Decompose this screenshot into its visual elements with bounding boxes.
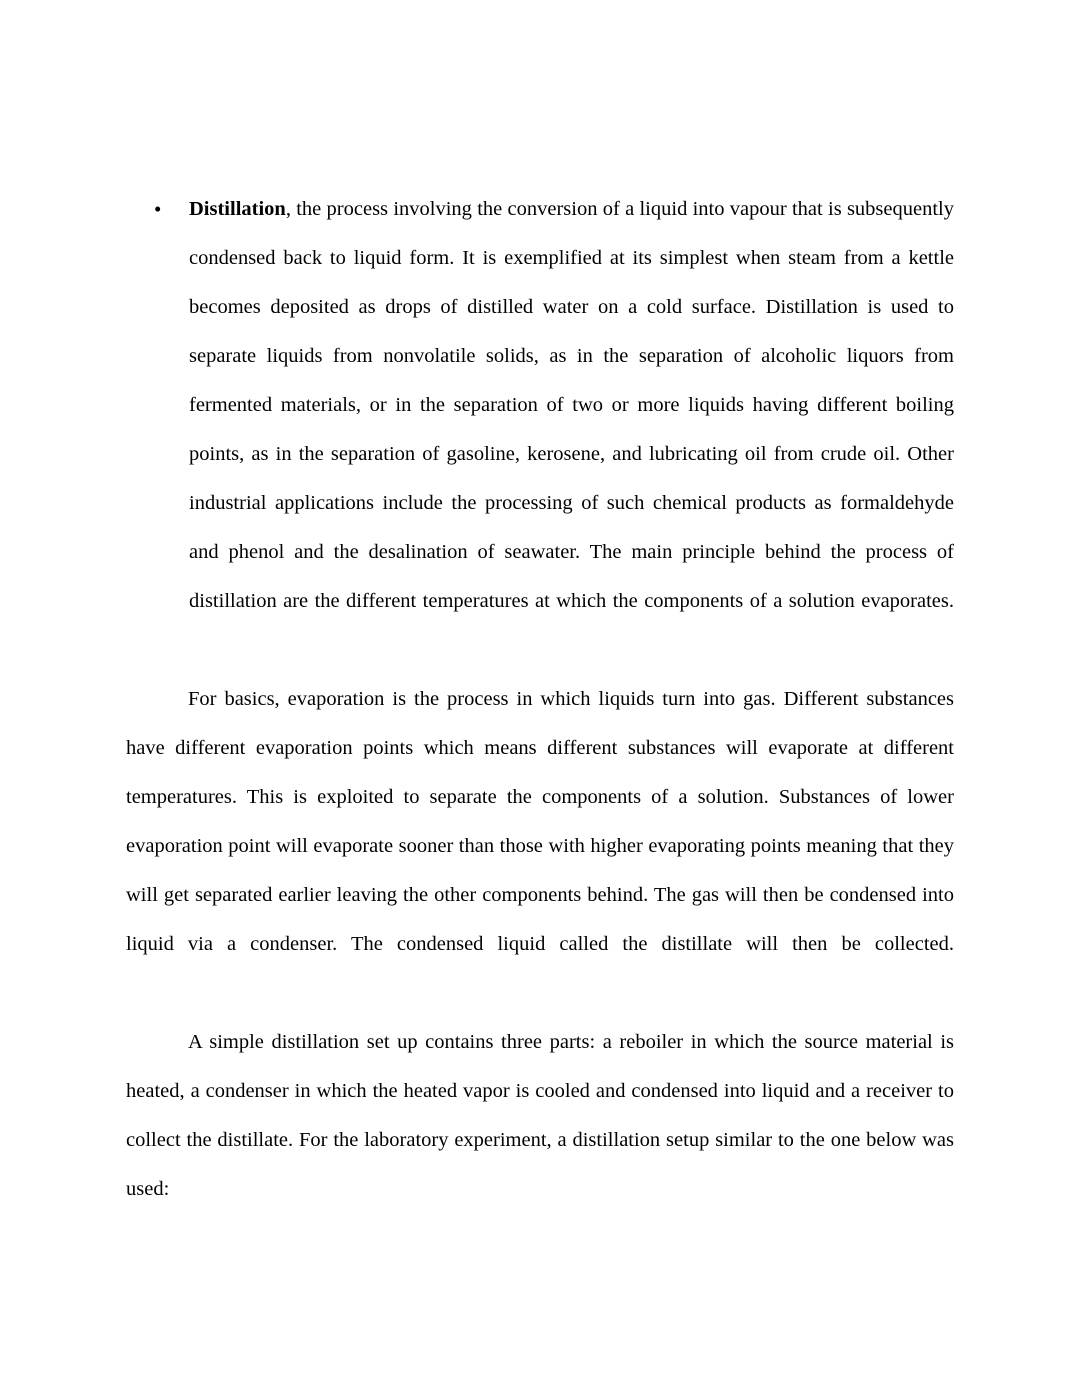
paragraph-setup-description: A simple distillation set up contains three parts: a reboiler in which the source material is heated, a condenser in which the heated vapor is cooled and condensed into liquid and a receiver to collect the distillate. For the laboratory experiment, a distillation setup similar to the one below was used: bbox=[126, 1031, 954, 1200]
document-body bbox=[126, 185, 954, 1263]
bullet-list-item bbox=[126, 185, 954, 675]
bullet-point-icon: • bbox=[154, 197, 162, 221]
paragraph-text: , the process involving the conversion of a liquid into vapour that is subsequently condensed back to liquid form. It is exemplified at its simplest when steam from a kettle becomes deposited as drops of distilled water on a cold surface. Distillation is used to separate liquids from nonvolatile solids, as in the separation of alcoholic liquors from fermented materials, or in the separation of two or more liquids having different boiling points, as in the separation of gasoline, kerosene, and lubricating oil from crude oil. Other industrial applications include the processing of such chemical products as formaldehyde and phenol and the desalination of seawater. The main principle behind the process of distillation are the different temperatures at which the components of a solution evaporates. bbox=[189, 198, 954, 612]
paragraph-evaporation-basics: For basics, evaporation is the process in which liquids turn into gas. Different substances have different evaporation points which means different substances will evaporate at different temperatures. This is exploited to separate the components of a solution. Substances of lower evaporation point will evaporate sooner than those with higher evaporating points meaning that they will get separated earlier leaving the other components behind. The gas will then be condensed into liquid via a condenser. The condensed liquid called the distillate will then be collected. bbox=[126, 688, 954, 955]
lead-term-distillation: Distillation bbox=[189, 198, 286, 220]
paragraph-distillation-definition bbox=[189, 185, 954, 675]
